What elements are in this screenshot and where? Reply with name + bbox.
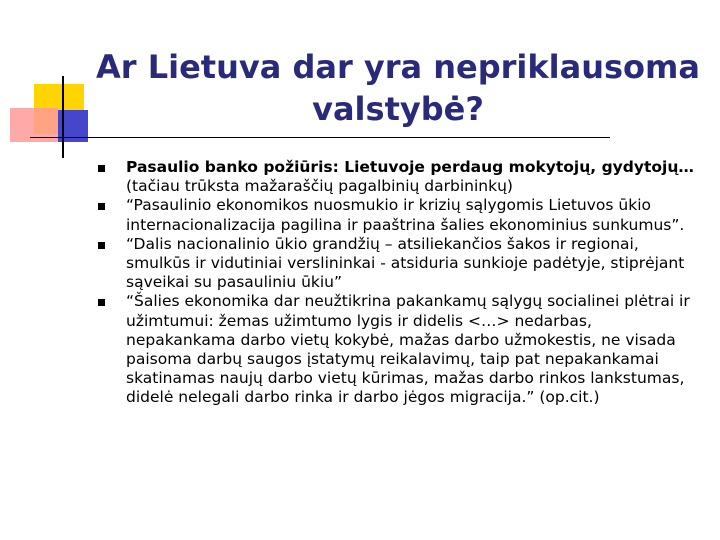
decor-vertical-line [62,76,64,158]
slide-title-line-2: valstybė? [312,90,484,128]
bullet-bold-text: Pasaulio banko požiūris: Lietuvoje perdaug mokytojų, gydytojų… [126,158,694,176]
bullet-text: “Dalis nacionalinio ūkio grandžių – atsiliekančios šakos ir regionai, smulkūs ir vidutiniai verslininkai - atsiduria sunkioje padėtyje, stiprėjant sąveikai su pasauliniu ūkiu” [126,234,685,292]
square-bullet-icon [98,165,105,172]
square-bullet-icon [98,299,105,306]
square-bullet-icon [98,203,105,210]
bullet-item [96,196,696,234]
bullet-text: “Šalies ekonomika dar neužtikrina pakankamų sąlygų socialinei plėtrai ir užimtumui: žemas užimtumo lygis ir didelis <…> nedarbas, nepakankama darbo vietų kokybė, mažas darbo užmokestis, ne visada paisoma darbų saugos įstatymų reikalavimų, taip pat nepakankamai skatinamas naujų darbo vietų kūrimas, mažas darbo rinkos lankstumas, didelė nelegali darbo rinka ir darbo jėgos migracija.” (op.cit.) [126,292,690,407]
slide-title [96,46,700,130]
slide-title-line-1: Ar Lietuva dar yra nepriklausoma [96,48,700,86]
bullet-item [96,292,696,407]
bullet-text: “Pasaulinio ekonomikos nuosmukio ir krizių sąlygomis Lietuvos ūkio internacionalizacija pagilina ir paaštrina šalies ekonominius sunkumus”. [126,196,685,234]
square-bullet-icon [98,242,105,249]
bullet-list [96,158,696,408]
bullet-text: (tačiau trūksta mažaraščių pagalbinių darbininkų) [126,177,513,196]
bullet-item [96,158,696,196]
decor-horizontal-line [30,137,610,138]
bullet-item [96,235,696,293]
